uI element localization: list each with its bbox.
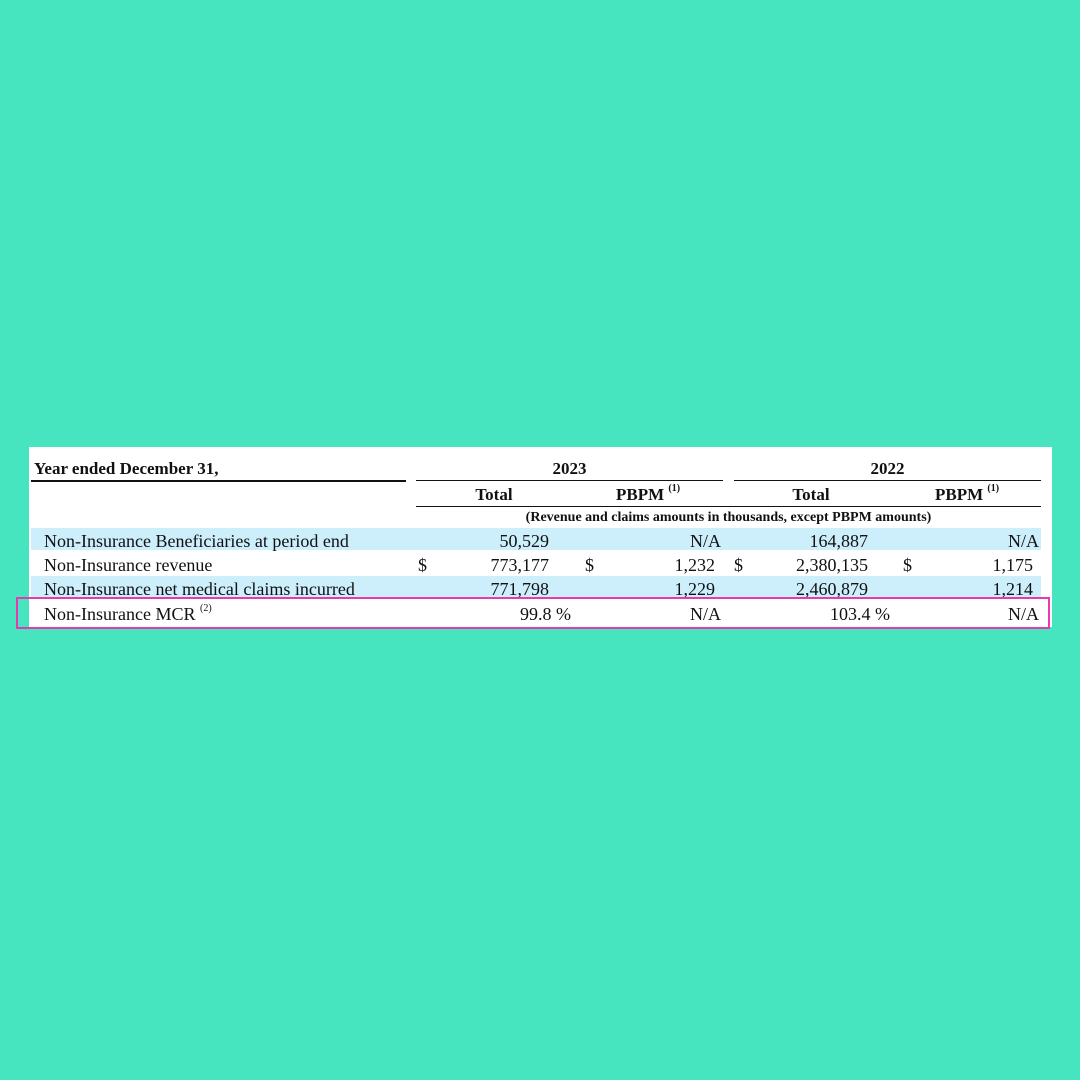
col-pbpm-2022	[935, 483, 1000, 504]
row1-pbpm-2022: N/A	[1008, 531, 1039, 551]
row-label-claims: Non-Insurance net medical claims incurred	[44, 579, 355, 599]
row3-total-2023: 771,798	[490, 579, 549, 599]
col-total-2022: Total	[792, 485, 830, 504]
row2-currency-total-2023: $	[418, 555, 427, 575]
row1-total-2023: 50,529	[499, 531, 549, 551]
year-2023-heading: 2023	[552, 459, 587, 478]
row2-total-2023: 773,177	[490, 555, 549, 575]
row-label-revenue: Non-Insurance revenue	[44, 555, 213, 575]
row1-pbpm-2023: N/A	[690, 531, 721, 551]
row3-total-2022: 2,460,879	[796, 579, 868, 599]
row2-currency-pbpm-2023: $	[585, 555, 594, 575]
col-pbpm-2023-label: PBPM	[616, 485, 665, 504]
year-2022-heading: 2022	[870, 459, 905, 478]
row2-currency-pbpm-2022: $	[903, 555, 912, 575]
mcr-row-highlight	[16, 597, 1050, 629]
header-rule-2023	[416, 480, 723, 481]
col-pbpm-2022-label: PBPM	[935, 485, 984, 504]
header-rule-label	[31, 480, 406, 482]
row2-currency-total-2022: $	[734, 555, 743, 575]
row4-pbpm-2022: N/A	[1008, 604, 1039, 624]
row1-total-2022: 164,887	[809, 531, 868, 551]
year-ended-label: Year ended December 31,	[34, 459, 219, 478]
row3-pbpm-2023: 1,229	[674, 579, 715, 599]
row2-pbpm-2022: 1,175	[992, 555, 1033, 575]
units-note: (Revenue and claims amounts in thousands, except PBPM amounts)	[525, 510, 932, 525]
row4-total-2023: 99.8 %	[520, 604, 571, 624]
row4-label: Non-Insurance MCR	[44, 604, 196, 624]
col-pbpm-2023	[616, 483, 681, 504]
row4-total-2022: 103.4 %	[830, 604, 890, 624]
header-rule-2022	[734, 480, 1041, 481]
row4-pbpm-2023: N/A	[690, 604, 721, 624]
col-total-2023: Total	[475, 485, 513, 504]
row2-pbpm-2023: 1,232	[674, 555, 715, 575]
mcr-footnote: (2)	[199, 603, 212, 614]
pbpm-footnote-2023: (1)	[668, 483, 681, 495]
row2-total-2022: 2,380,135	[796, 555, 868, 575]
subheader-rule	[416, 506, 1041, 507]
row-label-beneficiaries: Non-Insurance Beneficiaries at period end	[44, 531, 349, 551]
pbpm-footnote-2022: (1)	[987, 483, 1000, 495]
row3-pbpm-2022: 1,214	[992, 579, 1033, 599]
